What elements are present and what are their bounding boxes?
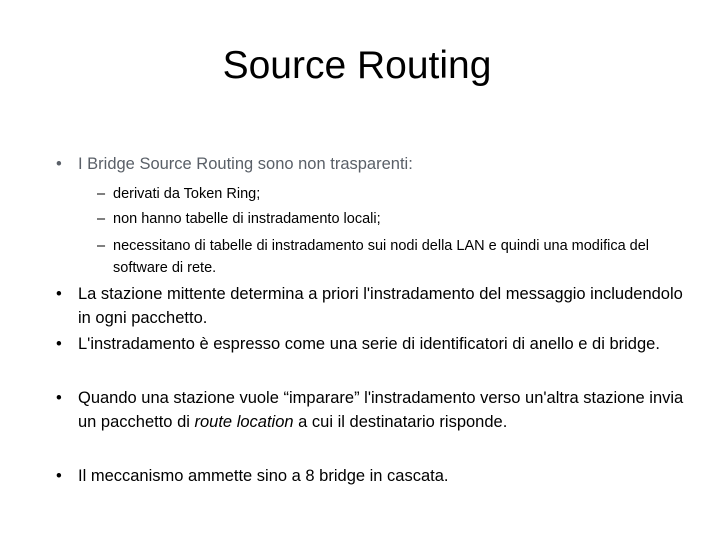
bullet-dot: • [56, 467, 62, 485]
bullet-dot: • [56, 285, 62, 303]
bullet-text-part: a cui il destinatario risponde. [293, 413, 508, 431]
route-location-term: route location [194, 413, 294, 431]
sub-bullet-dash: – [97, 238, 106, 254]
bullet-text: Il meccanismo ammette sino a 8 bridge in cascata. [78, 467, 449, 485]
bullet-dot: • [56, 335, 62, 353]
bullet-text: I Bridge Source Routing sono non trasparenti: [78, 155, 413, 173]
bullet-text: La stazione mittente determina a priori l'instradamento del messaggio includendolo in ogni pacchetto. [78, 285, 683, 327]
bullet-text: L'instradamento è espresso come una serie di identificatori di anello e di bridge. [78, 335, 660, 353]
sub-bullet-dash: – [97, 211, 106, 227]
bullet-text-part: Quando una stazione vuole “imparare” l'instradamento verso un'altra stazione invia un pacchetto di [78, 389, 684, 431]
bullet-dot: • [56, 389, 62, 407]
bullet-dot: • [56, 155, 62, 173]
bullet-text [78, 386, 688, 434]
slide-title: Source Routing [222, 44, 492, 87]
sub-bullet-dash: – [97, 186, 106, 202]
sub-bullet-text: non hanno tabelle di instradamento locali; [113, 211, 381, 227]
sub-bullet-text: derivati da Token Ring; [113, 186, 261, 202]
sub-bullet-text: necessitano di tabelle di instradamento sui nodi della LAN e quindi una modifica del software di rete. [113, 238, 650, 276]
